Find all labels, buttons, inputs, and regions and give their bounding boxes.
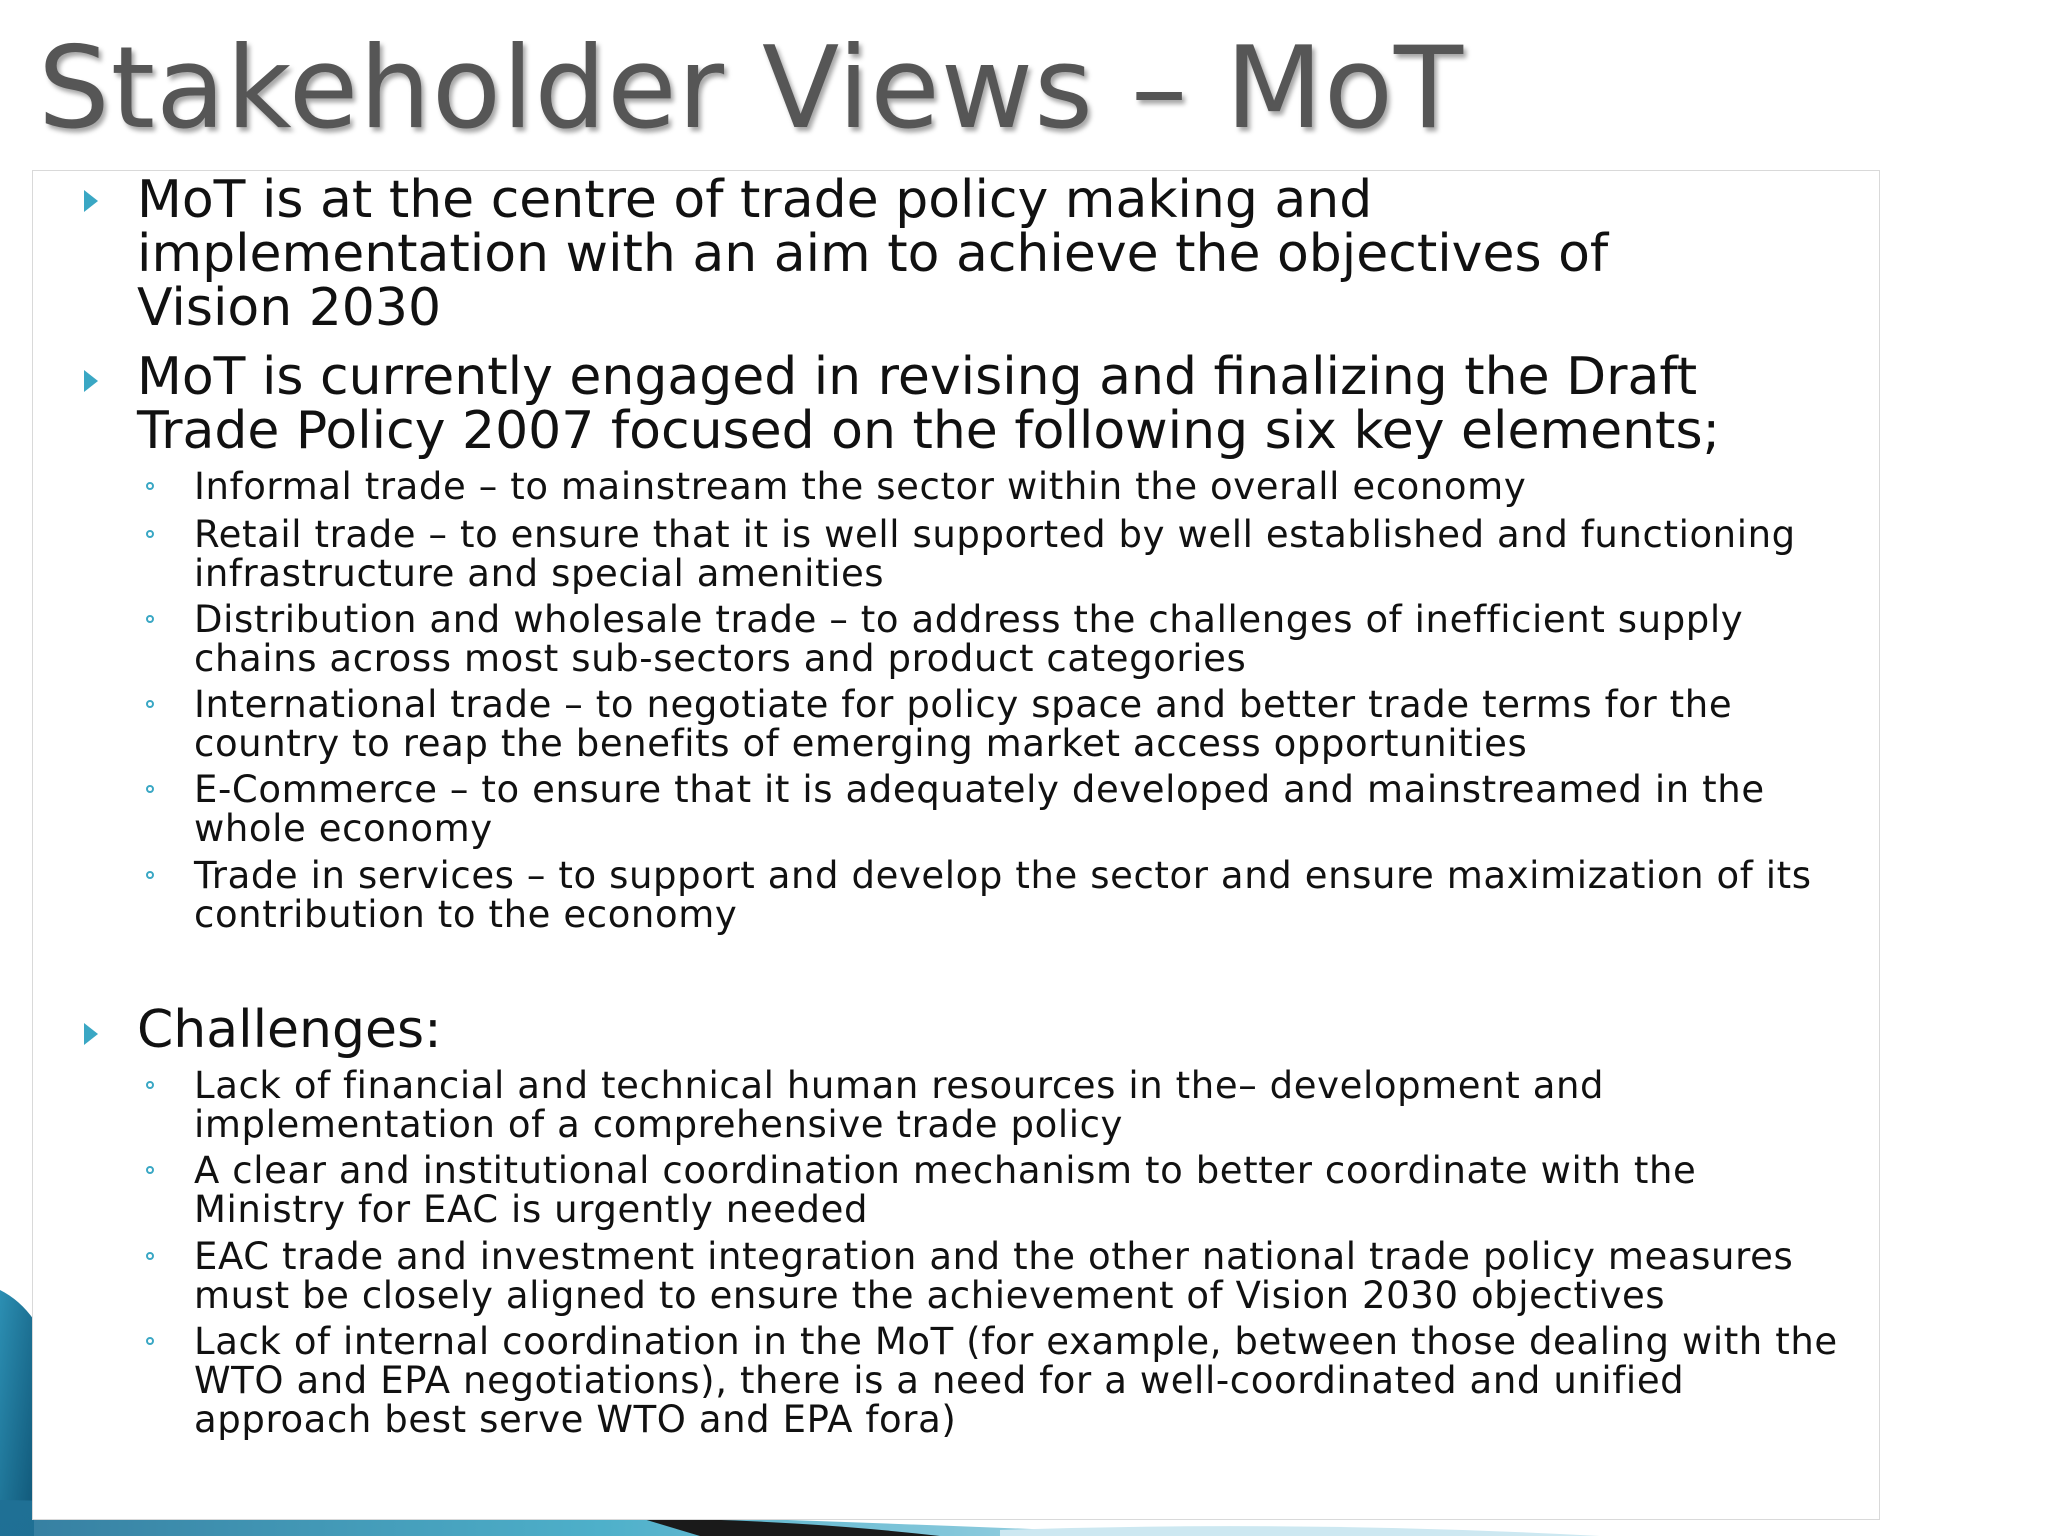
point-2-subpoint-1: Informal trade – to mainstream the sector within the overall economy bbox=[194, 465, 1527, 508]
point-3-text: Challenges: bbox=[137, 1000, 442, 1060]
point-2-subpoint-2: Retail trade – to ensure that it is well supported by well established and functioning infrastructure and special amenities bbox=[194, 513, 1796, 595]
point-2-subpoint-3: Distribution and wholesale trade – to address the challenges of inefficient supply chains across most sub-sectors and product categories bbox=[194, 598, 1744, 680]
point-3-subpoint-2: A clear and institutional coordination mechanism to better coordinate with the Ministry for EAC is urgently needed bbox=[194, 1149, 1697, 1231]
point-1-text: MoT is at the centre of trade policy making and implementation with an aim to achieve the objectives of Vision 2030 bbox=[137, 170, 1609, 338]
hollow-circle-icon bbox=[146, 1081, 154, 1089]
triangle-right-icon bbox=[84, 370, 98, 392]
hollow-circle-icon bbox=[146, 871, 154, 879]
hollow-circle-icon bbox=[146, 530, 154, 538]
point-2-subpoint-5: E-Commerce – to ensure that it is adequately developed and mainstreamed in the whole economy bbox=[194, 768, 1765, 850]
bottom-light-swoosh bbox=[1000, 1526, 1600, 1536]
hollow-circle-icon bbox=[146, 1252, 154, 1260]
hollow-circle-icon bbox=[146, 785, 154, 793]
point-3-subpoint-3: EAC trade and investment integration and the other national trade policy measures must be closely aligned to ensure the achievement of Vision 2030 objectives bbox=[194, 1235, 1794, 1317]
point-2-subpoint-6: Trade in services – to support and develop the sector and ensure maximization of its contribution to the economy bbox=[194, 854, 1812, 936]
hollow-circle-icon bbox=[146, 1337, 154, 1345]
point-3-subpoint-4: Lack of internal coordination in the MoT (for example, between those dealing with the WTO and EPA negotiations), there is a need for a well-coordinated and unified approach best serve WTO and EPA fora) bbox=[194, 1320, 1838, 1441]
point-2-subpoint-4: International trade – to negotiate for policy space and better trade terms for the country to reap the benefits of emerging market access opportunities bbox=[194, 683, 1733, 765]
hollow-circle-icon bbox=[146, 1166, 154, 1174]
point-2-text: MoT is currently engaged in revising and finalizing the Draft Trade Policy 2007 focused on the following six key elements; bbox=[137, 347, 1721, 461]
left-swoosh bbox=[0, 1290, 34, 1536]
triangle-right-icon bbox=[84, 1023, 98, 1045]
hollow-circle-icon bbox=[146, 700, 154, 708]
point-3-subpoint-1: Lack of financial and technical human resources in the– development and implementation of a comprehensive trade policy bbox=[194, 1064, 1605, 1146]
hollow-circle-icon bbox=[146, 615, 154, 623]
slide-title: Stakeholder Views – MoT bbox=[38, 22, 1465, 154]
hollow-circle-icon bbox=[146, 482, 154, 490]
triangle-right-icon bbox=[84, 190, 98, 212]
